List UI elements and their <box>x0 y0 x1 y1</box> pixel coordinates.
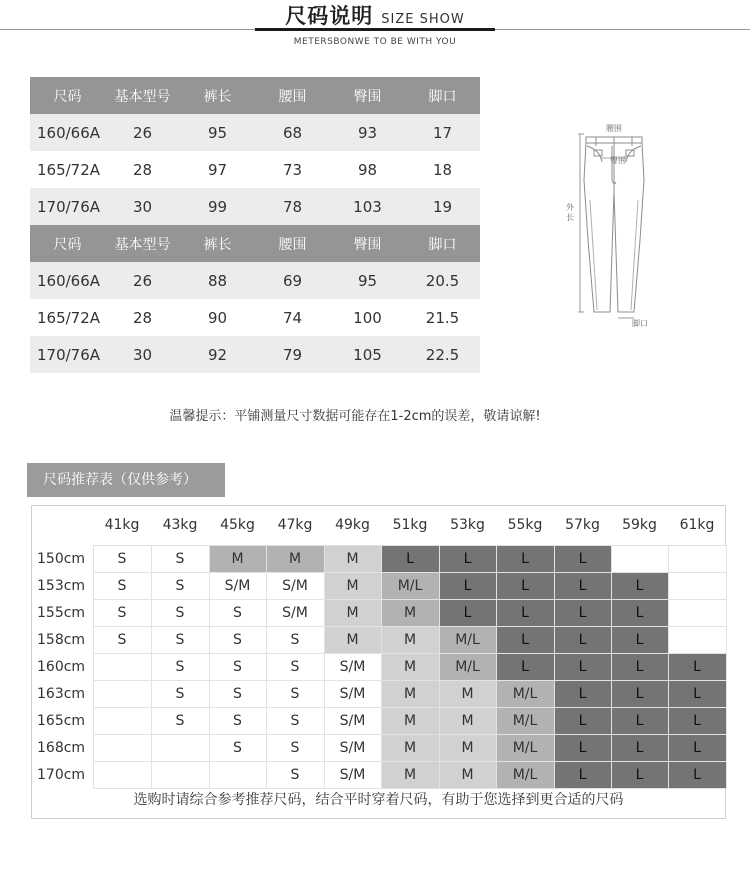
size-cell: 28 <box>105 299 180 336</box>
title-cn: 尺码说明 <box>285 4 374 28</box>
height-label: 150cm <box>37 551 86 567</box>
recommend-size-cell: L <box>668 762 726 789</box>
weight-header-cell: 55kg <box>507 517 543 533</box>
size-cell: 160/66A <box>30 262 105 299</box>
recommend-size-cell: L <box>611 708 668 735</box>
size-cell: 73 <box>255 151 330 188</box>
hem-label: 脚口 <box>632 319 648 328</box>
recommend-size-cell: S <box>209 600 266 627</box>
recommend-size-cell: S <box>93 627 151 654</box>
recommend-size-cell <box>93 708 151 735</box>
recommend-size-cell: S <box>151 681 209 708</box>
recommend-size-cell: S/M <box>266 600 324 627</box>
recommend-size-cell: L <box>439 573 496 600</box>
recommend-size-cell: L <box>611 735 668 762</box>
recommend-size-cell: L <box>496 573 554 600</box>
size-cell: 18 <box>405 151 480 188</box>
recommend-size-cell: M/L <box>496 735 554 762</box>
recommend-size-cell: M <box>209 546 266 573</box>
recommend-row <box>31 600 726 627</box>
recommend-size-cell: L <box>611 573 668 600</box>
recommend-size-cell: M/L <box>496 762 554 789</box>
recommend-size-cell: M/L <box>496 681 554 708</box>
size-header-cell: 腰围 <box>255 225 330 262</box>
size-header-cell: 裤长 <box>180 225 255 262</box>
recommend-size-cell: M <box>439 681 496 708</box>
size-cell: 98 <box>330 151 405 188</box>
size-header-cell: 脚口 <box>405 225 480 262</box>
corner-cell <box>31 505 93 546</box>
brand-subtitle: METERSBONWE TO BE WITH YOU <box>293 37 457 47</box>
weight-header-cell: 43kg <box>162 517 198 533</box>
recommend-row <box>31 573 726 600</box>
recommend-size-cell: M <box>439 762 496 789</box>
size-header-cell: 基本型号 <box>105 225 180 262</box>
recommend-size-cell: M <box>439 735 496 762</box>
outer-length-label-2: 长 <box>566 213 574 222</box>
size-cell: 79 <box>255 336 330 373</box>
size-cell: 103 <box>330 188 405 225</box>
recommend-size-cell: L <box>611 762 668 789</box>
size-cell: 90 <box>180 299 255 336</box>
recommend-size-cell: M/L <box>439 627 496 654</box>
recommend-size-cell: S/M <box>266 573 324 600</box>
recommend-size-cell: L <box>554 627 611 654</box>
recommend-size-cell: L <box>668 708 726 735</box>
recommend-size-cell: L <box>381 546 439 573</box>
size-table-row <box>30 188 480 225</box>
size-cell: 30 <box>105 336 180 373</box>
recommend-size-cell: M <box>439 708 496 735</box>
recommend-row <box>31 546 726 573</box>
recommend-size-cell: S <box>151 708 209 735</box>
recommend-size-cell: M/L <box>381 573 439 600</box>
recommend-size-cell <box>93 654 151 681</box>
recommend-size-cell: S/M <box>324 735 381 762</box>
recommend-size-cell: L <box>439 546 496 573</box>
weight-header-cell: 53kg <box>450 517 485 533</box>
recommend-row <box>31 708 726 735</box>
size-table-row <box>30 151 480 188</box>
recommend-size-cell: L <box>611 627 668 654</box>
height-label: 165cm <box>37 713 86 729</box>
size-header-cell: 腰围 <box>255 77 330 114</box>
size-cell: 22.5 <box>405 336 480 373</box>
size-header-cell: 臀围 <box>330 77 405 114</box>
recommend-size-cell <box>668 600 726 627</box>
recommend-size-cell: M <box>381 681 439 708</box>
size-cell: 95 <box>180 114 255 151</box>
height-label: 155cm <box>37 605 86 621</box>
recommend-footer: 选购时请综合参考推荐尺码，结合平时穿着尺码，有助于您选择到更合适的尺码 <box>133 792 624 808</box>
recommend-size-cell: L <box>496 654 554 681</box>
size-cell: 69 <box>255 262 330 299</box>
size-cell: 28 <box>105 151 180 188</box>
recommend-size-cell: L <box>611 681 668 708</box>
recommend-size-cell: S <box>151 573 209 600</box>
recommend-size-cell: L <box>668 735 726 762</box>
recommend-tab: 尺码推荐表（仅供参考） <box>27 463 225 497</box>
recommend-size-cell: S <box>266 681 324 708</box>
recommend-row <box>31 654 726 681</box>
weight-header-cell: 51kg <box>392 517 428 533</box>
size-table-row <box>30 262 480 299</box>
height-label: 163cm <box>37 686 86 702</box>
recommend-size-cell: S/M <box>324 708 381 735</box>
size-cell: 97 <box>180 151 255 188</box>
recommend-size-cell: S <box>266 627 324 654</box>
recommend-size-cell <box>668 573 726 600</box>
height-label: 153cm <box>37 578 86 594</box>
recommend-size-cell: S <box>209 654 266 681</box>
size-cell: 100 <box>330 299 405 336</box>
size-cell: 17 <box>405 114 480 151</box>
recommend-size-cell: M <box>324 546 381 573</box>
recommend-size-cell: M <box>381 627 439 654</box>
recommend-size-cell: L <box>554 654 611 681</box>
recommend-size-cell: L <box>496 600 554 627</box>
size-cell: 78 <box>255 188 330 225</box>
recommend-size-cell: S <box>93 573 151 600</box>
recommend-size-cell: M <box>324 573 381 600</box>
hip-label: 臀围 <box>610 156 626 165</box>
recommend-row <box>31 735 726 762</box>
recommend-size-cell: L <box>611 654 668 681</box>
size-cell: 92 <box>180 336 255 373</box>
recommend-size-cell <box>151 735 209 762</box>
size-cell: 19 <box>405 188 480 225</box>
pants-diagram <box>560 120 670 330</box>
recommend-row <box>31 627 726 654</box>
weight-header-cell: 49kg <box>335 517 370 533</box>
recommend-size-cell: L <box>554 762 611 789</box>
height-label: 158cm <box>37 632 86 648</box>
size-cell: 165/72A <box>30 299 105 336</box>
size-cell: 88 <box>180 262 255 299</box>
weight-header-cell: 59kg <box>622 517 657 533</box>
recommend-size-cell: L <box>554 681 611 708</box>
recommend-size-cell: M/L <box>496 708 554 735</box>
size-cell: 105 <box>330 336 405 373</box>
recommend-size-cell: L <box>554 546 611 573</box>
recommend-size-cell: S <box>209 627 266 654</box>
size-table-header-row <box>30 225 480 262</box>
waist-label: 腰围 <box>606 124 622 133</box>
size-header-cell: 裤长 <box>180 77 255 114</box>
recommend-size-cell: L <box>496 546 554 573</box>
weight-header-cell: 45kg <box>220 517 255 533</box>
size-cell: 170/76A <box>30 188 105 225</box>
recommend-size-cell <box>668 627 726 654</box>
size-cell: 93 <box>330 114 405 151</box>
recommend-size-cell: L <box>554 573 611 600</box>
size-cell: 95 <box>330 262 405 299</box>
weight-header-row <box>31 505 726 546</box>
recommend-size-cell: L <box>496 627 554 654</box>
size-table-row <box>30 336 480 373</box>
height-label: 168cm <box>37 740 86 756</box>
weight-header-cell: 61kg <box>679 517 715 533</box>
size-header-cell: 脚口 <box>405 77 480 114</box>
weight-header-cell: 57kg <box>565 517 600 533</box>
recommend-size-cell: S <box>151 546 209 573</box>
weight-header-cell: 41kg <box>104 517 140 533</box>
measurement-notice: 温馨提示：平铺测量尺寸数据可能存在1-2cm的误差，敬请谅解! <box>169 409 541 424</box>
recommend-size-cell: L <box>554 735 611 762</box>
size-table-row <box>30 299 480 336</box>
weight-header-cell: 47kg <box>277 517 313 533</box>
size-cell: 74 <box>255 299 330 336</box>
recommend-size-cell: L <box>668 681 726 708</box>
size-table <box>30 77 480 373</box>
recommend-size-cell <box>611 546 668 573</box>
recommend-size-cell: M <box>381 708 439 735</box>
recommend-size-cell: S <box>151 600 209 627</box>
recommend-size-cell: L <box>611 600 668 627</box>
recommend-size-cell: M <box>324 600 381 627</box>
recommend-size-cell: S <box>151 627 209 654</box>
recommend-size-cell: S <box>266 735 324 762</box>
recommend-size-cell: M <box>381 735 439 762</box>
header-underline <box>255 28 495 31</box>
recommend-size-cell: S <box>93 546 151 573</box>
size-cell: 26 <box>105 262 180 299</box>
recommend-size-cell: M <box>381 762 439 789</box>
size-header-cell: 基本型号 <box>105 77 180 114</box>
size-cell: 170/76A <box>30 336 105 373</box>
recommend-size-cell: S <box>209 708 266 735</box>
recommend-size-cell: L <box>554 708 611 735</box>
size-cell: 165/72A <box>30 151 105 188</box>
title-en: SIZE SHOW <box>381 12 465 27</box>
size-cell: 20.5 <box>405 262 480 299</box>
recommend-size-cell: S <box>151 654 209 681</box>
recommend-size-cell <box>93 735 151 762</box>
recommend-size-cell: M <box>381 654 439 681</box>
recommend-size-cell: S <box>266 762 324 789</box>
outer-length-label-1: 外 <box>566 203 574 212</box>
recommend-size-cell: S <box>93 600 151 627</box>
recommend-size-cell: L <box>668 654 726 681</box>
recommend-row <box>31 681 726 708</box>
size-cell: 21.5 <box>405 299 480 336</box>
recommend-size-cell: S <box>266 654 324 681</box>
size-header-cell: 尺码 <box>30 225 105 262</box>
page-title <box>0 0 750 30</box>
height-label: 160cm <box>37 659 86 675</box>
recommend-size-cell: M <box>324 627 381 654</box>
size-cell: 26 <box>105 114 180 151</box>
recommend-size-cell: S <box>209 681 266 708</box>
size-cell: 30 <box>105 188 180 225</box>
size-cell: 99 <box>180 188 255 225</box>
size-cell: 68 <box>255 114 330 151</box>
recommend-size-cell: L <box>554 600 611 627</box>
recommend-table <box>31 505 727 789</box>
recommend-size-cell <box>668 546 726 573</box>
recommend-size-cell: M/L <box>439 654 496 681</box>
size-header-cell: 尺码 <box>30 77 105 114</box>
size-table-header-row <box>30 77 480 114</box>
recommend-size-cell: S/M <box>209 573 266 600</box>
recommend-size-cell <box>93 681 151 708</box>
recommend-size-cell: S/M <box>324 762 381 789</box>
height-label: 170cm <box>37 767 86 783</box>
size-table-row <box>30 114 480 151</box>
recommend-size-cell: S/M <box>324 681 381 708</box>
recommend-size-cell: M <box>381 600 439 627</box>
size-header-cell: 臀围 <box>330 225 405 262</box>
recommend-size-cell: L <box>439 600 496 627</box>
recommend-size-cell: S/M <box>324 654 381 681</box>
size-cell: 160/66A <box>30 114 105 151</box>
recommend-size-cell: S <box>209 735 266 762</box>
recommend-size-cell: M <box>266 546 324 573</box>
recommend-size-cell: S <box>266 708 324 735</box>
